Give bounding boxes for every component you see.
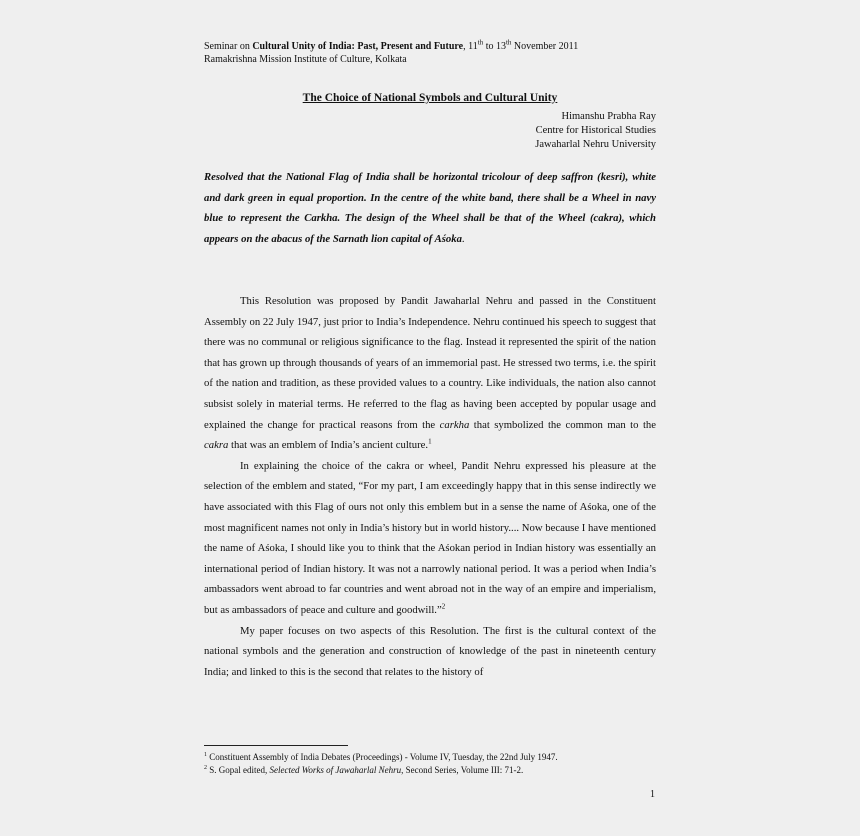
paragraph-1-part-c: that was an emblem of India’s ancient culture. — [228, 439, 429, 452]
paper-title: The Choice of National Symbols and Cultural Unity — [302, 92, 558, 104]
paragraph-3-text: My paper focuses on two aspects of this Resolution. The first is the cultural context of the national symbols and the generation and construction of knowledge of the past in nineteenth century India; and linked to this is the second that relates to the history of — [204, 624, 656, 678]
paragraph-2-text: In explaining the choice of the cakra or wheel, Pandit Nehru expressed his pleasure at the selection of the emblem and stated, “For my part, I am exceedingly happy that in this sense indirectly we have associated with this Flag of ours not only this emblem but in a sense the name of Aśoka, one of the most magnificent names not only in India’s history but in world history.... Now because I have mentioned the name of Aśoka, I should like you to think that the Aśokan period in Indian history was essentially an international period of Indian history. It was not a narrowly national period. It was a period when India’s ambassadors went abroad to far countries and went abroad not in the way of an empire and imperialism, but as ambassadors of peace and culture and goodwill.” — [204, 459, 656, 616]
seminar-title: Cultural Unity of India: Past, Present and Future — [252, 41, 464, 52]
footnote-2-number: 2 — [204, 765, 207, 771]
paragraph-1-part-a: This Resolution was proposed by Pandit Jawaharlal Nehru and passed in the Constituent Assembly on 22 July 1947, just prior to India’s Independence. Nehru continued his speech to suggest that there was no communal or religious significance to the flag. Instead it represented the spirit of the nation that has grown up through thousands of years of an immemorial past. He stressed two terms, i.e. the spirit of the nation and tradition, as these provided values to a country. Like individuals, the nation also cannot subsist solely in material terms. He referred to the flag as having been accepted by popular usage and explained the change for practical reasons from the — [204, 295, 656, 431]
resolution-text: Resolved that the National Flag of India shall be horizontal tricolour of deep saffron (kesri), white and dark green in equal proportion. In the centre of the white band, there shall be a Wheel in navy blue to represent the Carkha. The design of the Wheel shall be that of the Wheel (cakra), which appears on the abacus of the Sarnath lion capital of Aśoka — [204, 171, 656, 245]
resolution-tail: . — [461, 232, 465, 245]
author-block — [535, 110, 656, 152]
seminar-header — [204, 40, 578, 66]
paragraph-3 — [204, 621, 656, 683]
paragraph-2 — [204, 456, 656, 621]
header-sup-2: th — [505, 38, 512, 47]
footnote-2-text-b: , Second Series, Volume III: 71-2. — [401, 765, 524, 775]
term-carkha: carkha — [439, 418, 470, 431]
footnote-ref-1[interactable]: 1 — [428, 437, 432, 446]
body-text — [204, 291, 656, 682]
page-number: 1 — [650, 789, 655, 800]
author-name: Himanshu Prabha Ray — [561, 111, 656, 122]
footnote-2-book-title: Selected Works of Jawaharlal Nehru — [269, 765, 402, 775]
term-cakra: cakra — [204, 439, 229, 452]
footnote-1-text: Constituent Assembly of India Debates (Proceedings) - Volume IV, Tuesday, the 22nd July 1947. — [207, 752, 558, 762]
header-line-1 — [204, 40, 578, 53]
footnote-1 — [204, 751, 664, 764]
paragraph-1 — [204, 291, 656, 456]
footnote-2-text-a: S. Gopal edited, — [207, 765, 270, 775]
footnote-ref-2[interactable]: 2 — [441, 602, 446, 611]
resolution-quote — [204, 167, 656, 249]
author-affiliation-1: Centre for Historical Studies — [535, 125, 656, 136]
paragraph-1-part-b: that symbolized the common man to the — [469, 418, 657, 431]
footnote-divider — [204, 745, 348, 746]
header-date-end: to 13 — [483, 41, 506, 52]
footnote-1-number: 1 — [204, 752, 207, 758]
footnotes — [204, 751, 664, 777]
header-sup-1: th — [477, 38, 484, 47]
header-line-2: Ramakrishna Mission Institute of Culture, Kolkata — [204, 54, 407, 65]
header-prefix: Seminar on — [204, 41, 253, 52]
header-date-start: , 11 — [463, 41, 478, 52]
header-month: November 2011 — [511, 41, 579, 52]
footnote-2 — [204, 764, 664, 777]
author-affiliation-2: Jawaharlal Nehru University — [535, 139, 656, 150]
